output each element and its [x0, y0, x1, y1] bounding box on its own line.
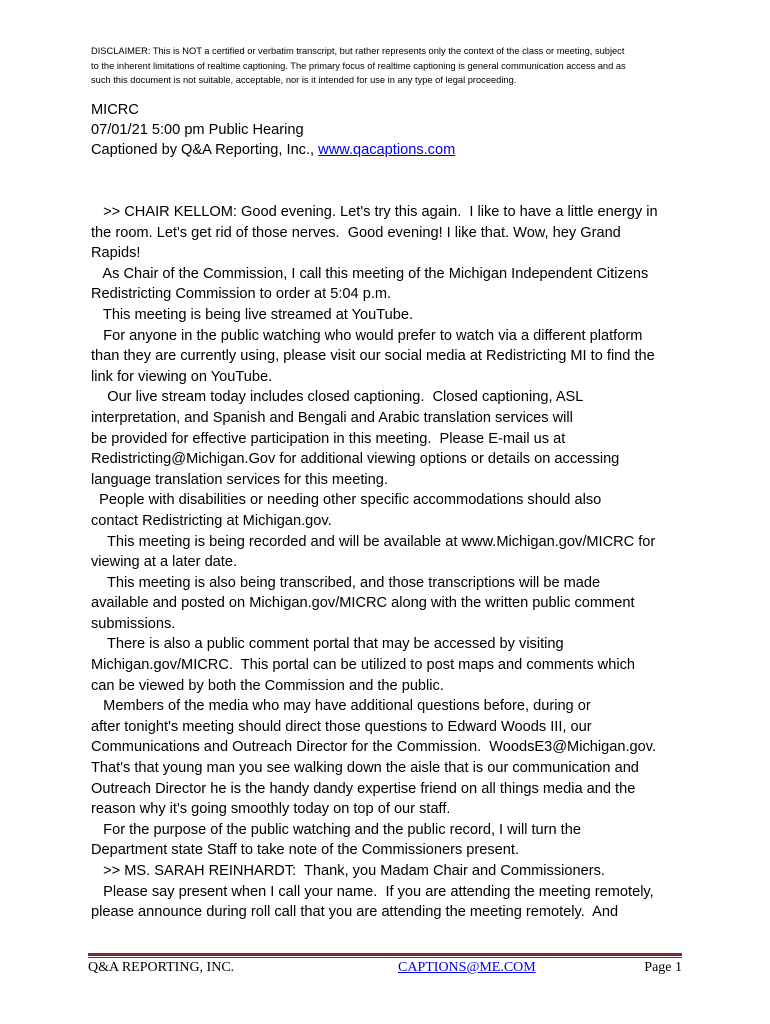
disclaimer-text: DISCLAIMER: This is NOT a certified or verbatim transcript, but rather represents only the context of the class or meeting, subject to the inherent limitations of realtime captioning. The primary focus of realtime captioning is general communication access and as such this document is not suitable, acceptable, nor is it intended for use in any type of legal proceeding. [91, 46, 626, 85]
website-link[interactable]: www.qacaptions.com [318, 142, 456, 158]
transcript-line: submissions. [91, 615, 176, 632]
footer-page-number: Page 1 [644, 960, 682, 975]
transcript-line: contact Redistricting at Michigan.gov. [91, 512, 332, 529]
transcript-line: For the purpose of the public watching and the public record, I will turn the [91, 821, 581, 838]
transcript-line: Rapids! [91, 245, 141, 262]
transcript-line: reason why it's going smoothly today on top of our staff. [91, 801, 451, 818]
transcript-line: People with disabilities or needing other specific accommodations should also [91, 492, 602, 509]
transcript-body [91, 202, 691, 923]
transcript-line: Our live stream today includes closed captioning. Closed captioning, ASL [91, 389, 584, 406]
transcript-line: Outreach Director he is the handy dandy expertise friend on all things media and the [91, 780, 636, 797]
transcript-line: can be viewed by both the Commission and the public. [91, 677, 444, 694]
transcript-line: available and posted on Michigan.gov/MICRC along with the written public comment [91, 595, 635, 612]
meeting-date-line: 07/01/21 5:00 pm Public Hearing [91, 122, 304, 138]
footer-divider [88, 953, 682, 956]
transcript-line: be provided for effective participation in this meeting. Please E-mail us at [91, 430, 566, 447]
transcript-line: That's that young man you see walking down the aisle that is our communication and [91, 760, 639, 777]
transcript-line: This meeting is being live streamed at YouTube. [91, 306, 414, 323]
transcript-line: For anyone in the public watching who would prefer to watch via a different platform [91, 327, 643, 344]
footer-divider-thin [88, 957, 682, 958]
transcript-line: language translation services for this meeting. [91, 471, 388, 488]
transcript-line: after tonight's meeting should direct those questions to Edward Woods III, our [91, 718, 592, 735]
transcript-line: the room. Let's get rid of those nerves. Good evening! I like that. Wow, hey Grand [91, 224, 621, 241]
transcript-line: Members of the media who may have additional questions before, during or [91, 698, 591, 715]
transcript-line: This meeting is being recorded and will be available at www.Michigan.gov/MICRC for [91, 533, 656, 550]
transcript-line: This meeting is also being transcribed, and those transcriptions will be made [91, 574, 601, 591]
transcript-line: Michigan.gov/MICRC. This portal can be utilized to post maps and comments which [91, 657, 635, 674]
document-header [91, 100, 455, 160]
transcript-line: Please say present when I call your name. If you are attending the meeting remotely, [91, 883, 654, 900]
captioned-by-line [91, 140, 455, 160]
transcript-line: >> CHAIR KELLOM: Good evening. Let's try this again. I like to have a little energy in [91, 204, 658, 220]
transcript-line: Redistricting@Michigan.Gov for additional viewing options or details on accessing [91, 451, 620, 468]
transcript-line: viewing at a later date. [91, 554, 238, 571]
footer-company: Q&A REPORTING, INC. [88, 960, 235, 975]
transcript-line: please announce during roll call that you are attending the meeting remotely. And [91, 904, 619, 921]
org-name: MICRC [91, 102, 139, 118]
transcript-line: There is also a public comment portal that may be accessed by visiting [91, 636, 564, 653]
transcript-line: Redistricting Commission to order at 5:04 p.m. [91, 286, 392, 303]
transcript-line: interpretation, and Spanish and Bengali and Arabic translation services will [91, 409, 573, 426]
transcript-line: As Chair of the Commission, I call this meeting of the Michigan Independent Citizens [91, 265, 649, 282]
transcript-line: than they are currently using, please visit our social media at Redistricting MI to find the [91, 348, 655, 365]
footer-email-link[interactable]: CAPTIONS@ME.COM [398, 960, 536, 975]
transcript-line: link for viewing on YouTube. [91, 368, 273, 385]
transcript-line: Communications and Outreach Director for the Commission. WoodsE3@Michigan.gov. [91, 739, 657, 756]
transcript-line: >> MS. SARAH REINHARDT: Thank, you Madam Chair and Commissioners. [91, 863, 605, 879]
captioned-by-text: Captioned by Q&A Reporting, Inc., [91, 142, 319, 158]
transcript-line: Department state Staff to take note of the Commissioners present. [91, 842, 520, 859]
